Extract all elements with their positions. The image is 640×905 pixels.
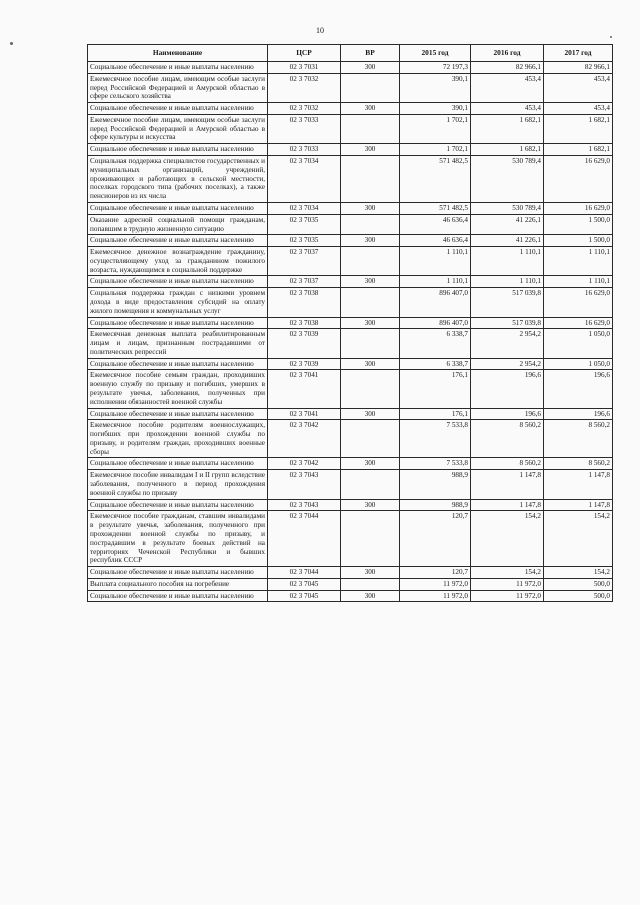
row-csr: 02 3 7031	[268, 62, 341, 74]
row-name: Социальное обеспечение и иные выплаты населению	[88, 567, 268, 579]
row-csr: 02 3 7032	[268, 73, 341, 102]
row-value-2017: 500,0	[544, 590, 613, 602]
row-value-2017: 154,2	[544, 511, 613, 567]
row-vr	[341, 420, 400, 458]
row-value-2016: 11 972,0	[471, 590, 544, 602]
row-name: Социальное обеспечение и иные выплаты населению	[88, 103, 268, 115]
row-name: Ежемесячное пособие лицам, имеющим особые заслуги перед Российской Федерацией и Амурской областью в сфере культуры и искусства	[88, 114, 268, 143]
table-row	[88, 73, 613, 102]
header-vr: ВР	[341, 45, 400, 62]
table-row	[88, 156, 613, 203]
row-vr: 300	[341, 317, 400, 329]
table-row	[88, 470, 613, 499]
table-row	[88, 317, 613, 329]
row-value-2016: 154,2	[471, 511, 544, 567]
table-row	[88, 578, 613, 590]
row-name: Социальное обеспечение и иные выплаты населению	[88, 358, 268, 370]
row-value-2017: 8 560,2	[544, 458, 613, 470]
row-value-2016: 530 789,4	[471, 156, 544, 203]
row-value-2016: 453,4	[471, 103, 544, 115]
row-csr: 02 3 7041	[268, 370, 341, 408]
row-value-2016: 154,2	[471, 567, 544, 579]
row-csr: 02 3 7044	[268, 567, 341, 579]
row-name: Ежемесячная денежная выплата реабилитированным лицам и лицам, признанным пострадавшими от политических репрессий	[88, 329, 268, 358]
table-row	[88, 370, 613, 408]
row-value-2017: 1 500,0	[544, 235, 613, 247]
row-value-2015: 11 972,0	[400, 590, 471, 602]
row-value-2015: 1 702,1	[400, 144, 471, 156]
table-row	[88, 358, 613, 370]
row-name: Социальное обеспечение и иные выплаты населению	[88, 499, 268, 511]
row-value-2017: 1 682,1	[544, 144, 613, 156]
row-csr: 02 3 7037	[268, 276, 341, 288]
row-name: Социальное обеспечение и иные выплаты населению	[88, 408, 268, 420]
row-vr	[341, 511, 400, 567]
table-row	[88, 247, 613, 276]
header-2015: 2015 год	[400, 45, 471, 62]
table-row	[88, 420, 613, 458]
row-value-2017: 1 147,8	[544, 470, 613, 499]
row-value-2017: 196,6	[544, 370, 613, 408]
row-vr: 300	[341, 103, 400, 115]
row-csr: 02 3 7039	[268, 358, 341, 370]
row-csr: 02 3 7034	[268, 202, 341, 214]
row-name: Выплата социального пособия на погребение	[88, 578, 268, 590]
table-row	[88, 235, 613, 247]
row-name: Ежемесячное пособие инвалидам I и II групп вследствие заболевания, полученного в период прохождения военной службы по призыву	[88, 470, 268, 499]
row-vr: 300	[341, 144, 400, 156]
row-value-2016: 1 110,1	[471, 276, 544, 288]
row-name: Ежемесячное денежное вознаграждение гражданину, осуществляющему уход за гражданином пожилого возраста, нуждающимся в социальной поддержке	[88, 247, 268, 276]
row-value-2015: 571 482,5	[400, 156, 471, 203]
row-name: Социальное обеспечение и иные выплаты населению	[88, 590, 268, 602]
row-value-2016: 196,6	[471, 408, 544, 420]
row-value-2015: 390,1	[400, 103, 471, 115]
row-vr	[341, 114, 400, 143]
row-value-2017: 1 050,0	[544, 358, 613, 370]
row-value-2015: 1 702,1	[400, 114, 471, 143]
row-name: Ежемесячное пособие гражданам, ставшим инвалидами в результате увечья, заболевания, полученного при прохождении военной службы по призыву, и пострадавшим в результате боевых действий на территориях Чеченской Республики и бывших республик СССР	[88, 511, 268, 567]
row-value-2015: 988,9	[400, 499, 471, 511]
row-vr: 300	[341, 202, 400, 214]
row-vr	[341, 288, 400, 317]
row-value-2016: 517 039,8	[471, 288, 544, 317]
table-row	[88, 276, 613, 288]
row-csr: 02 3 7045	[268, 578, 341, 590]
row-value-2015: 46 636,4	[400, 214, 471, 235]
scan-mark	[10, 42, 13, 45]
row-value-2016: 11 972,0	[471, 578, 544, 590]
table-row	[88, 214, 613, 235]
row-value-2015: 896 407,0	[400, 317, 471, 329]
row-vr	[341, 470, 400, 499]
row-value-2016: 1 110,1	[471, 247, 544, 276]
row-csr: 02 3 7038	[268, 317, 341, 329]
row-csr: 02 3 7033	[268, 144, 341, 156]
row-value-2015: 7 533,8	[400, 458, 471, 470]
row-csr: 02 3 7042	[268, 420, 341, 458]
row-vr	[341, 214, 400, 235]
row-csr: 02 3 7032	[268, 103, 341, 115]
row-name: Ежемесячное пособие родителям военнослужащих, погибших при прохождении военной службы по призыву, и родителям граждан, проходивших военные сборы	[88, 420, 268, 458]
header-2016: 2016 год	[471, 45, 544, 62]
row-value-2017: 1 110,1	[544, 247, 613, 276]
row-value-2015: 390,1	[400, 73, 471, 102]
row-value-2016: 530 789,4	[471, 202, 544, 214]
row-name: Социальное обеспечение и иные выплаты населению	[88, 235, 268, 247]
row-vr: 300	[341, 567, 400, 579]
row-value-2017: 82 966,1	[544, 62, 613, 74]
table-row	[88, 103, 613, 115]
table-row	[88, 408, 613, 420]
table-row	[88, 567, 613, 579]
row-csr: 02 3 7035	[268, 235, 341, 247]
row-vr: 300	[341, 458, 400, 470]
row-value-2015: 896 407,0	[400, 288, 471, 317]
row-value-2015: 1 110,1	[400, 276, 471, 288]
row-value-2016: 8 560,2	[471, 420, 544, 458]
row-value-2015: 46 636,4	[400, 235, 471, 247]
row-value-2017: 16 629,0	[544, 202, 613, 214]
row-value-2016: 1 682,1	[471, 114, 544, 143]
row-value-2017: 1 500,0	[544, 214, 613, 235]
row-csr: 02 3 7044	[268, 511, 341, 567]
table-row	[88, 202, 613, 214]
row-name: Социальная поддержка граждан с низкими уровнем дохода в виде предоставления субсидий на оплату жилого помещения и коммунальных услуг	[88, 288, 268, 317]
row-value-2017: 154,2	[544, 567, 613, 579]
row-value-2015: 176,1	[400, 408, 471, 420]
table-header-row	[88, 45, 613, 62]
row-value-2016: 8 560,2	[471, 458, 544, 470]
row-csr: 02 3 7037	[268, 247, 341, 276]
row-vr	[341, 578, 400, 590]
row-value-2017: 1 682,1	[544, 114, 613, 143]
row-csr: 02 3 7045	[268, 590, 341, 602]
row-name: Социальное обеспечение и иные выплаты населению	[88, 458, 268, 470]
row-value-2016: 517 039,8	[471, 317, 544, 329]
row-value-2017: 1 110,1	[544, 276, 613, 288]
row-value-2015: 7 533,8	[400, 420, 471, 458]
row-value-2015: 120,7	[400, 511, 471, 567]
row-name: Ежемесячное пособие семьям граждан, проходивших военную службу по призыву и погибших, умерших в результате увечья, заболевания, полученных при исполнении обязанностей военной службы	[88, 370, 268, 408]
row-value-2017: 8 560,2	[544, 420, 613, 458]
row-value-2015: 11 972,0	[400, 578, 471, 590]
row-vr	[341, 73, 400, 102]
row-value-2016: 41 226,1	[471, 235, 544, 247]
row-value-2017: 16 629,0	[544, 156, 613, 203]
table-row	[88, 62, 613, 74]
row-value-2016: 82 966,1	[471, 62, 544, 74]
row-value-2017: 453,4	[544, 103, 613, 115]
header-csr: ЦСР	[268, 45, 341, 62]
table-row	[88, 114, 613, 143]
row-value-2015: 6 338,7	[400, 358, 471, 370]
table-row	[88, 511, 613, 567]
table-row	[88, 458, 613, 470]
row-csr: 02 3 7035	[268, 214, 341, 235]
row-csr: 02 3 7039	[268, 329, 341, 358]
table-row	[88, 329, 613, 358]
budget-table	[87, 44, 613, 602]
row-value-2016: 41 226,1	[471, 214, 544, 235]
row-csr: 02 3 7042	[268, 458, 341, 470]
row-name: Социальное обеспечение и иные выплаты населению	[88, 202, 268, 214]
row-name: Социальное обеспечение и иные выплаты населению	[88, 276, 268, 288]
row-vr: 300	[341, 235, 400, 247]
row-value-2017: 196,6	[544, 408, 613, 420]
row-value-2016: 1 682,1	[471, 144, 544, 156]
row-csr: 02 3 7041	[268, 408, 341, 420]
row-value-2016: 2 954,2	[471, 358, 544, 370]
row-name: Ежемесячное пособие лицам, имеющим особые заслуги перед Российской Федерацией и Амурской областью в сфере сельского хозяйства	[88, 73, 268, 102]
row-value-2017: 500,0	[544, 578, 613, 590]
row-value-2016: 1 147,8	[471, 470, 544, 499]
row-value-2015: 6 338,7	[400, 329, 471, 358]
row-csr: 02 3 7038	[268, 288, 341, 317]
row-name: Социальное обеспечение и иные выплаты населению	[88, 62, 268, 74]
header-name: Наименование	[88, 45, 268, 62]
row-value-2016: 2 954,2	[471, 329, 544, 358]
page-number: 10	[316, 26, 324, 35]
row-value-2015: 571 482,5	[400, 202, 471, 214]
row-csr: 02 3 7033	[268, 114, 341, 143]
table-row	[88, 144, 613, 156]
row-vr: 300	[341, 499, 400, 511]
row-value-2015: 988,9	[400, 470, 471, 499]
row-value-2016: 453,4	[471, 73, 544, 102]
row-value-2017: 16 629,0	[544, 288, 613, 317]
row-vr	[341, 247, 400, 276]
row-vr	[341, 370, 400, 408]
scan-mark	[610, 36, 612, 38]
row-csr: 02 3 7034	[268, 156, 341, 203]
row-vr: 300	[341, 62, 400, 74]
table-row	[88, 499, 613, 511]
row-vr: 300	[341, 358, 400, 370]
row-name: Социальная поддержка специалистов государственных и муниципальных организаций, учреждений, проживающих и работающих в сельской местности, поселках городского типа (рабочих поселках), а также пенсионеров из их числа	[88, 156, 268, 203]
row-value-2016: 1 147,8	[471, 499, 544, 511]
row-value-2017: 1 050,0	[544, 329, 613, 358]
row-value-2017: 453,4	[544, 73, 613, 102]
row-value-2015: 176,1	[400, 370, 471, 408]
row-vr: 300	[341, 408, 400, 420]
table-row	[88, 288, 613, 317]
row-vr: 300	[341, 276, 400, 288]
row-name: Социальное обеспечение и иные выплаты населению	[88, 144, 268, 156]
row-value-2017: 16 629,0	[544, 317, 613, 329]
row-value-2015: 72 197,3	[400, 62, 471, 74]
header-2017: 2017 год	[544, 45, 613, 62]
row-value-2016: 196,6	[471, 370, 544, 408]
row-name: Социальное обеспечение и иные выплаты населению	[88, 317, 268, 329]
row-vr	[341, 329, 400, 358]
row-value-2015: 1 110,1	[400, 247, 471, 276]
table-row	[88, 590, 613, 602]
row-value-2017: 1 147,8	[544, 499, 613, 511]
row-vr: 300	[341, 590, 400, 602]
row-csr: 02 3 7043	[268, 470, 341, 499]
row-csr: 02 3 7043	[268, 499, 341, 511]
row-value-2015: 120,7	[400, 567, 471, 579]
row-vr	[341, 156, 400, 203]
row-name: Оказание адресной социальной помощи гражданам, попавшим в трудную жизненную ситуацию	[88, 214, 268, 235]
